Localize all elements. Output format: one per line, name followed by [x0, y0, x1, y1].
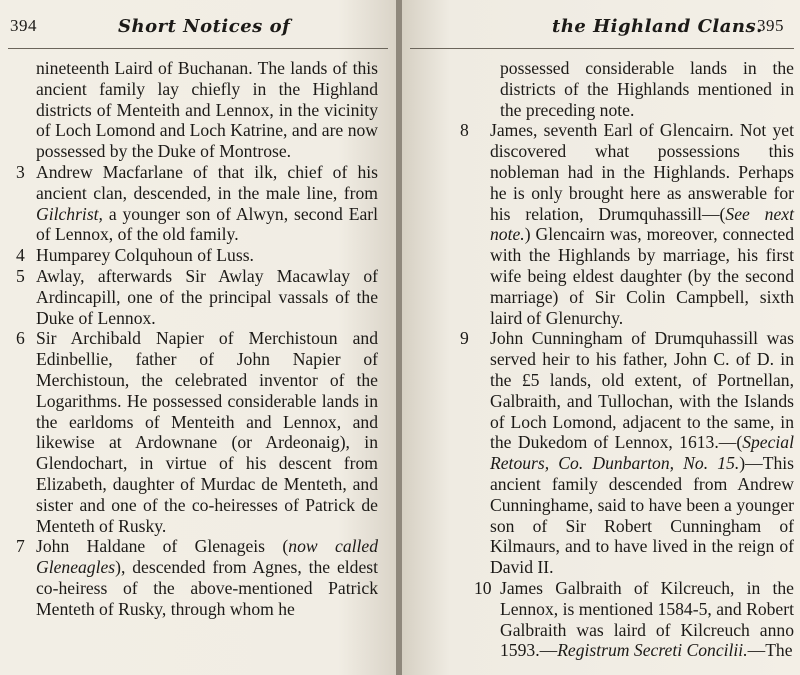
note-text: James, seventh Earl of Glencairn. Not yet discovered what possessions this nobleman had in the Highlands. Perhaps he is only brought here as answerable for his relation, Drumquhassill—( [490, 120, 794, 224]
note-8 [412, 120, 794, 328]
note-italic: Gilchrist, [36, 203, 103, 224]
note-5 [16, 266, 378, 328]
note-text: a younger son of Alwyn, second Earl of Lennox, of the old family. [36, 203, 378, 245]
note-number: 10 [474, 577, 492, 598]
header-rule [8, 48, 388, 49]
note-number: 6 [16, 328, 25, 349]
note-text: Humparey Colquhoun of Luss. [36, 245, 254, 266]
note-text: —The [747, 640, 793, 661]
note-number: 3 [16, 161, 25, 182]
note-number: 9 [460, 328, 469, 349]
note-text: ), descended from Agnes, the eldest co-heiress of the above-mentioned Patrick Menteth of Rusky, through whom he [36, 557, 378, 619]
note-number: 8 [460, 120, 469, 141]
note-text: Sir Archibald Napier of Merchistoun and Edinbellie, father of John Napier of Merchistoun, the celebrated inventor of the Logarithms. He possessed considerable lands in the earldoms of Menteith and Lennox, and likewise at Ardownane (or Ardeonaig), in Glendochart, in virtue of his descent from Elizabeth, daughter of Murdac de Menteth, and sister and one of the co-heiresses of Patrick de Menteth of Rusky. [36, 328, 378, 536]
page-number: 395 [757, 16, 784, 35]
note-italic: now called Gleneagles [36, 536, 379, 578]
note-text: Andrew Macfarlane of that ilk, chief of his ancient clan, descended, in the male line, from [36, 161, 378, 203]
left-text-column [16, 58, 378, 620]
note-italic: See next note. [490, 203, 794, 245]
note-number: 4 [16, 245, 25, 266]
header-rule [410, 48, 794, 49]
running-head: Short Notices of [118, 16, 291, 37]
note-number: 7 [16, 536, 25, 557]
running-head: the Highland Clans. [552, 16, 763, 37]
note-text: John Haldane of Glenageis ( [36, 536, 289, 557]
note-9 [412, 328, 794, 578]
note-number: 5 [16, 265, 25, 286]
right-text-column [412, 58, 794, 661]
note-10 [412, 578, 794, 661]
left-page [0, 0, 398, 675]
note-7 [16, 536, 378, 619]
note-text: Awlay, afterwards Sir Awlay Macawlay of Ardincapill, one of the principal vassals of the Duke of Lennox. [36, 265, 378, 328]
note-3 [16, 162, 378, 245]
note-4 [16, 245, 378, 266]
note-text: ) Glencairn was, moreover, connected with the Highlands by marriage, his first wife being eldest daughter (by the second marriage) of Sir Colin Campbell, sixth laird of Glenurchy. [490, 224, 794, 328]
right-page [402, 0, 800, 675]
continuation-paragraph: possessed considerable lands in the districts of the Highlands mentioned in the preceding note. [500, 58, 794, 120]
note-6 [16, 328, 378, 536]
note-italic: Registrum Secreti Concilii. [557, 640, 748, 661]
continuation-paragraph: nineteenth Laird of Buchanan. The lands of this ancient family lay chiefly in the Highland districts of Menteith and Lennox, in the vicinity of Loch Lomond and Loch Katrine, and are now possessed by the Duke of Montrose. [36, 58, 378, 162]
page-number: 394 [10, 16, 37, 35]
note-italic: Special Retours, Co. Dunbarton, No. 15. [490, 432, 794, 474]
note-text: John Cunningham of Drumquhassill was served heir to his father, John C. of D. in the £5 lands, old extent, of Portnellan, Galbraith, and Tullochan, with the Islands of Loch Lomond, adjacent to the same, in the Dukedom of Lennox, 1613.—( [490, 328, 794, 453]
note-text: James Galbraith of Kilcreuch, in the Lennox, is mentioned 1584-5, and Robert Galbraith was laird of Kilcreuch anno 1593.— [500, 577, 794, 661]
note-text: )—This ancient family descended from Andrew Cunninghame, said to have been a younger son of Sir Robert Cunningham of Kilmaurs, and to have lived in the reign of David II. [490, 453, 794, 578]
